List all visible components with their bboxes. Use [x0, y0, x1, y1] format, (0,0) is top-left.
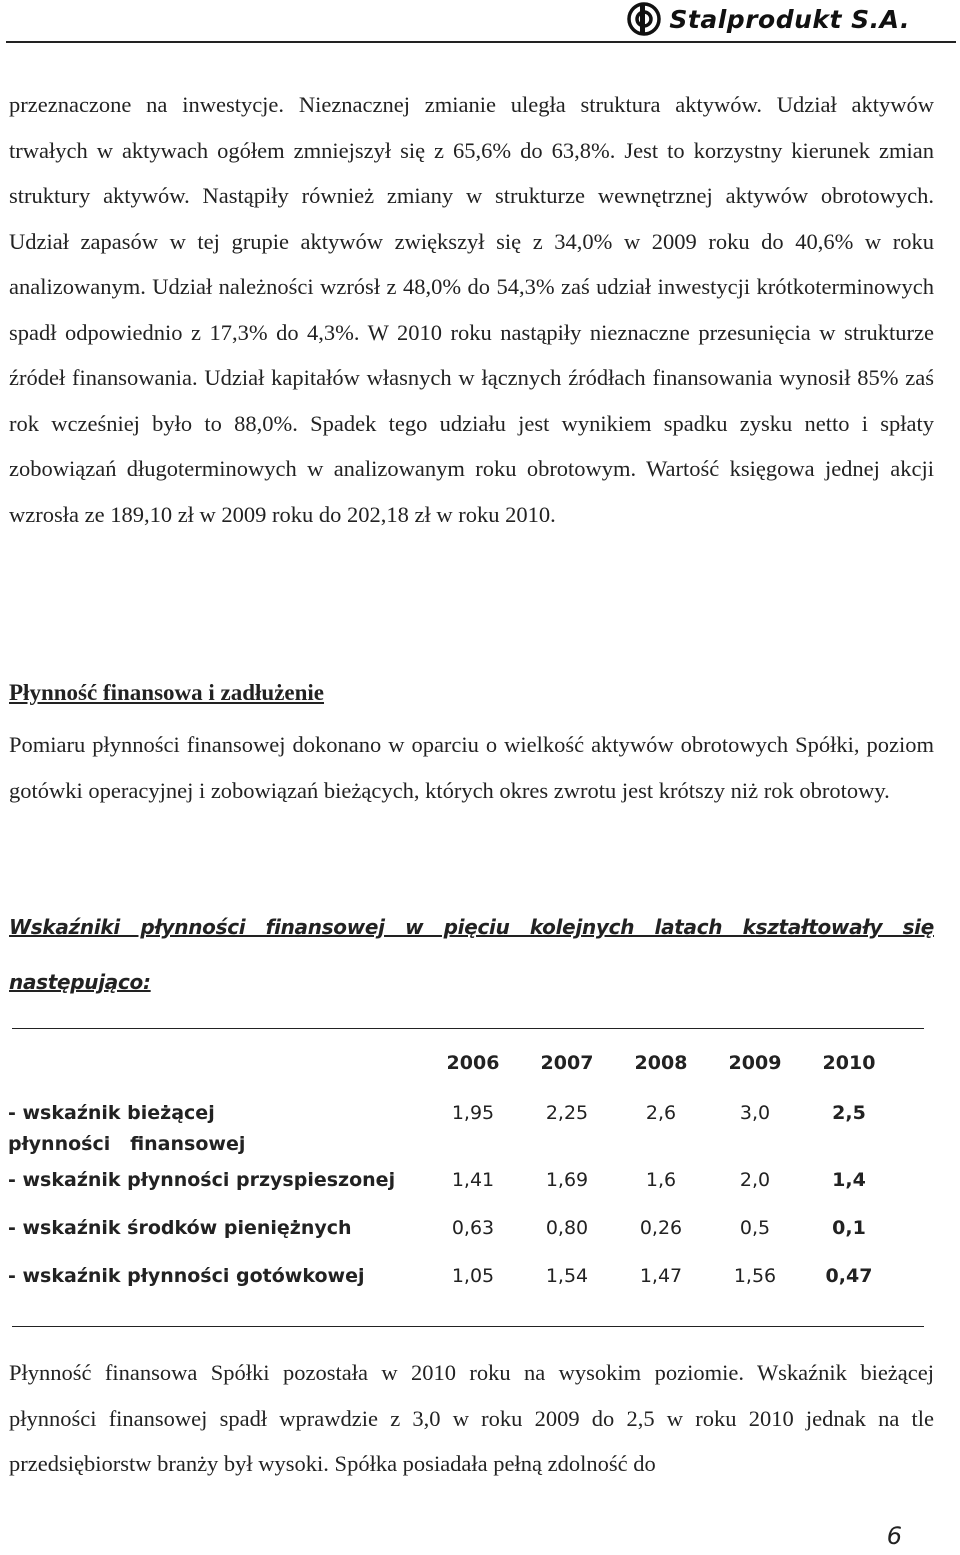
table-cell: 3,0 — [739, 1102, 771, 1124]
table-row — [8, 1261, 928, 1309]
table-cell: 1,69 — [545, 1169, 589, 1191]
table-cell: 2,25 — [545, 1102, 589, 1124]
table-cell: 1,56 — [733, 1265, 777, 1287]
liquidity-intro-paragraph: Pomiaru płynności finansowej dokonano w oparciu o wielkość aktywów obrotowych Spółki, poziom gotówki operacyjnej i zobowiązań bieżących, których okres zwrotu jest krótszy niż rok obrotowy. — [9, 732, 934, 803]
year-header: 2010 — [822, 1052, 876, 1074]
row-label: - wskaźnik bieżącej płynności finansowej — [8, 1102, 246, 1155]
table-row — [8, 1213, 928, 1261]
table-top-rule — [12, 1028, 924, 1029]
table-cell: 2,6 — [645, 1102, 677, 1124]
table-cell: 1,4 — [832, 1169, 866, 1191]
table-cell: 0,26 — [639, 1217, 683, 1239]
table-cell: 1,05 — [451, 1265, 495, 1287]
year-header: 2007 — [540, 1052, 594, 1074]
table-cell: 0,47 — [825, 1265, 873, 1287]
assets-structure-paragraph: przeznaczone na inwestycje. Nieznacznej zmianie uległa struktura aktywów. Udział aktywów trwałych w aktywach ogółem zmniejszył się z 65,6% do 63,8%. Jest to korzystny kierunek zmian struktury aktywów. Nastąpiły również zmiany w strukturze wewnętrznej aktywów obrotowych. Udział zapasów w tej grupie aktywów zwiększył się z 34,0% w 2009 roku do 40,6% w roku analizowanym. Udział należności wzrósł z 48,0% do 54,3% zaś udział inwestycji krótkoterminowych spadł odpowiednio z 17,3% do 4,3%. W 2010 roku nastąpiły nieznaczne przesunięcia w strukturze źródeł finansowania. Udział kapitałów własnych w łącznych źródłach finansowania wynosił 85% zaś rok wcześniej było to 88,0%. Spadek tego udziału jest wynikiem spadku zysku netto i spłaty zobowiązań długoterminowych w analizowanym roku obrotowym. Wartość księgowa jednej akcji wzrosła ze 189,10 zł w 2009 roku do 202,18 zł w roku 2010. — [9, 92, 934, 527]
liquidity-summary-paragraph: Płynność finansowa Spółki pozostała w 2010 roku na wysokim poziomie. Wskaźnik bieżącej płynności finansowej spadł wprawdzie z 3,0 w roku 2009 do 2,5 w roku 2010 jednak na tle przedsiębiorstw branży był wysoki. Spółka posiadała pełną zdolność do — [9, 1360, 934, 1476]
page-number: 6 — [886, 1522, 902, 1550]
row-label: - wskaźnik środków pieniężnych — [8, 1217, 352, 1239]
table-header-row — [8, 1048, 928, 1098]
table-cell: 0,80 — [545, 1217, 589, 1239]
table-cell: 1,47 — [639, 1265, 683, 1287]
table-cell: 1,54 — [545, 1265, 589, 1287]
row-label: - wskaźnik płynności przyspieszonej — [8, 1169, 396, 1191]
year-header: 2009 — [728, 1052, 782, 1074]
table-cell: 0,1 — [832, 1217, 866, 1239]
company-logo — [627, 2, 910, 36]
table-bottom-rule — [12, 1326, 924, 1327]
table-cell: 0,63 — [451, 1217, 495, 1239]
stalprodukt-logo-icon — [627, 2, 661, 36]
indicators-title: Wskaźniki płynności finansowej w pięciu kolejnych latach kształtowały się następująco: — [9, 915, 934, 994]
table-cell: 1,6 — [645, 1169, 677, 1191]
logo-text: Stalprodukt S.A. — [669, 4, 910, 34]
year-header: 2006 — [446, 1052, 500, 1074]
table-row — [8, 1165, 928, 1213]
table-cell: 1,41 — [451, 1169, 495, 1191]
table-cell: 0,5 — [739, 1217, 771, 1239]
table-row — [8, 1098, 928, 1165]
table-cell: 1,95 — [451, 1102, 495, 1124]
liquidity-heading: Płynność finansowa i zadłużenie — [9, 680, 325, 705]
table-cell: 2,5 — [832, 1102, 866, 1124]
header-divider — [6, 41, 956, 43]
row-label: - wskaźnik płynności gotówkowej — [8, 1265, 365, 1287]
page-header — [0, 0, 960, 44]
liquidity-indicators-table — [8, 1048, 928, 1309]
year-header: 2008 — [634, 1052, 688, 1074]
table-cell: 2,0 — [739, 1169, 771, 1191]
